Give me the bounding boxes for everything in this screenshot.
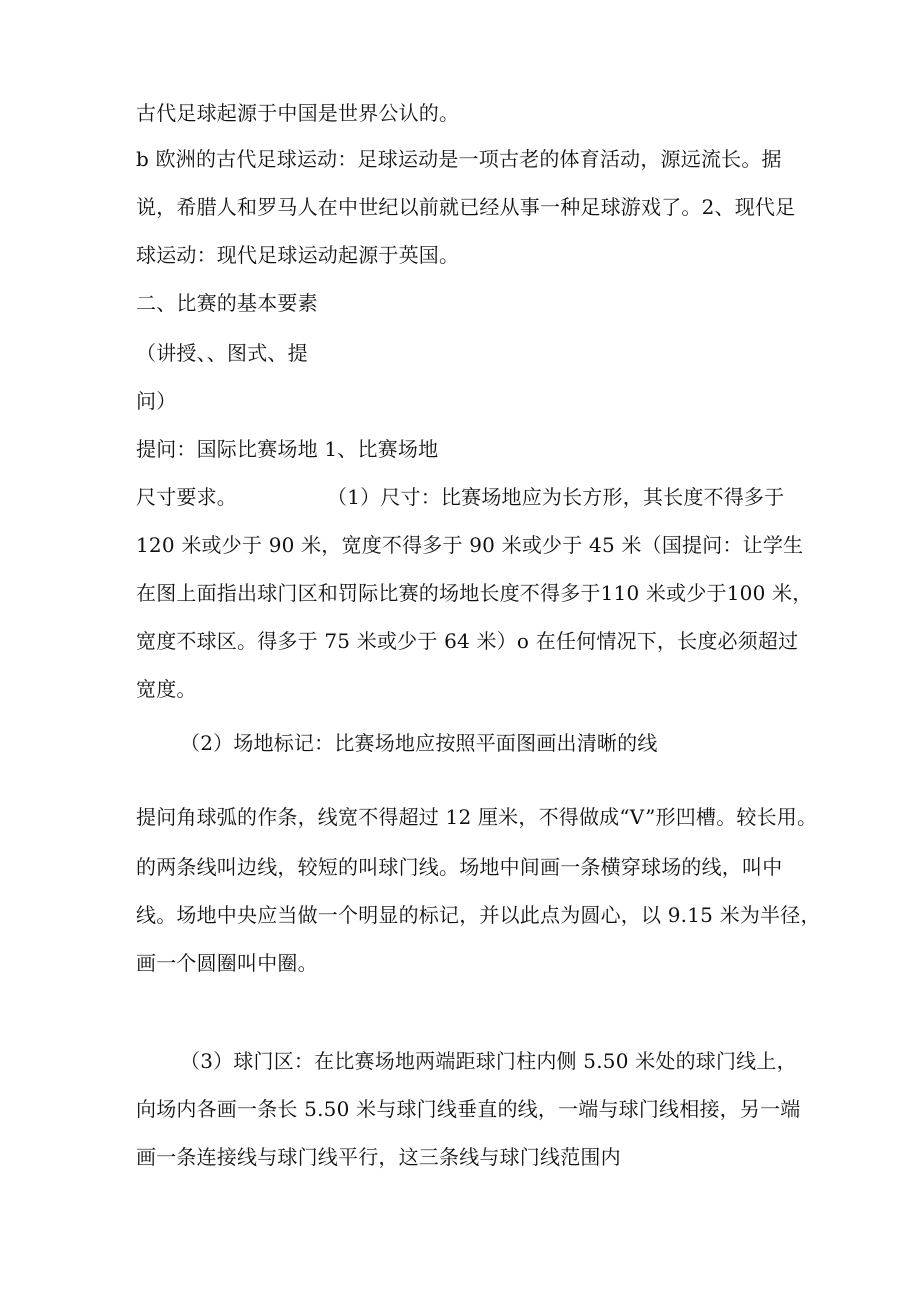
paragraph-line: 提问：国际比赛场地 1、比赛场地 bbox=[136, 437, 439, 461]
paragraph-line: 古代足球起源于中国是世界公认的。 bbox=[136, 101, 460, 125]
paragraph-line: 宽度。 bbox=[136, 677, 197, 701]
paragraph-line: 在图上面指出球门区和罚际比赛的场地长度不得多于110 米或少于100 米， bbox=[136, 581, 813, 605]
paragraph-line: 球运动：现代足球运动起源于英国。 bbox=[136, 243, 460, 267]
paragraph-line: 问） bbox=[136, 389, 177, 413]
section-heading: 二、比赛的基本要素 bbox=[136, 291, 318, 315]
paragraph-line: 画一条连接线与球门线平行，这三条线与球门线范围内 bbox=[136, 1145, 621, 1169]
paragraph-line: 画一个圆圈叫中圈。 bbox=[136, 951, 318, 975]
paragraph-line: （2）场地标记：比赛场地应按照平面图画出清晰的线 bbox=[180, 731, 658, 755]
paragraph-line bbox=[136, 484, 784, 510]
paragraph-line: 线。场地中央应当做一个明显的标记，并以此点为圆心，以 9.15 米为半径， bbox=[136, 903, 821, 927]
line-fragment: （1）尺寸：比赛场地应为长方形，其长度不得多于 bbox=[327, 485, 785, 509]
paragraph-line: 的两条线叫边线，较短的叫球门线。场地中间画一条横穿球场的线，叫中 bbox=[136, 855, 783, 879]
paragraph-line: b 欧洲的古代足球运动：足球运动是一项古老的体育活动，源远流长。据 bbox=[136, 147, 782, 171]
paragraph-line: 宽度不球区。得多于 75 米或少于 64 米）o 在任何情况下，长度必须超过 bbox=[136, 629, 799, 653]
paragraph-line: 向场内各画一条长 5.50 米与球门线垂直的线，一端与球门线相接，另一端 bbox=[136, 1097, 801, 1121]
paragraph-line: （3）球门区：在比赛场地两端距球门柱内侧 5.50 米处的球门线上， bbox=[180, 1049, 797, 1073]
paragraph-line: 120 米或少于 90 米，宽度不得多于 90 米或少于 45 米（国提问：让学生 bbox=[136, 533, 804, 557]
paragraph-line: 说，希腊人和罗马人在中世纪以前就已经从事一种足球游戏了。2、现代足 bbox=[136, 195, 796, 219]
line-fragment: 尺寸要求。 bbox=[136, 485, 237, 509]
paragraph-line: （讲授、、图式、提 bbox=[136, 341, 308, 365]
paragraph-line: 提问角球弧的作条，线宽不得超过 12 厘米，不得做成“V”形凹槽。较长用。 bbox=[136, 805, 818, 829]
